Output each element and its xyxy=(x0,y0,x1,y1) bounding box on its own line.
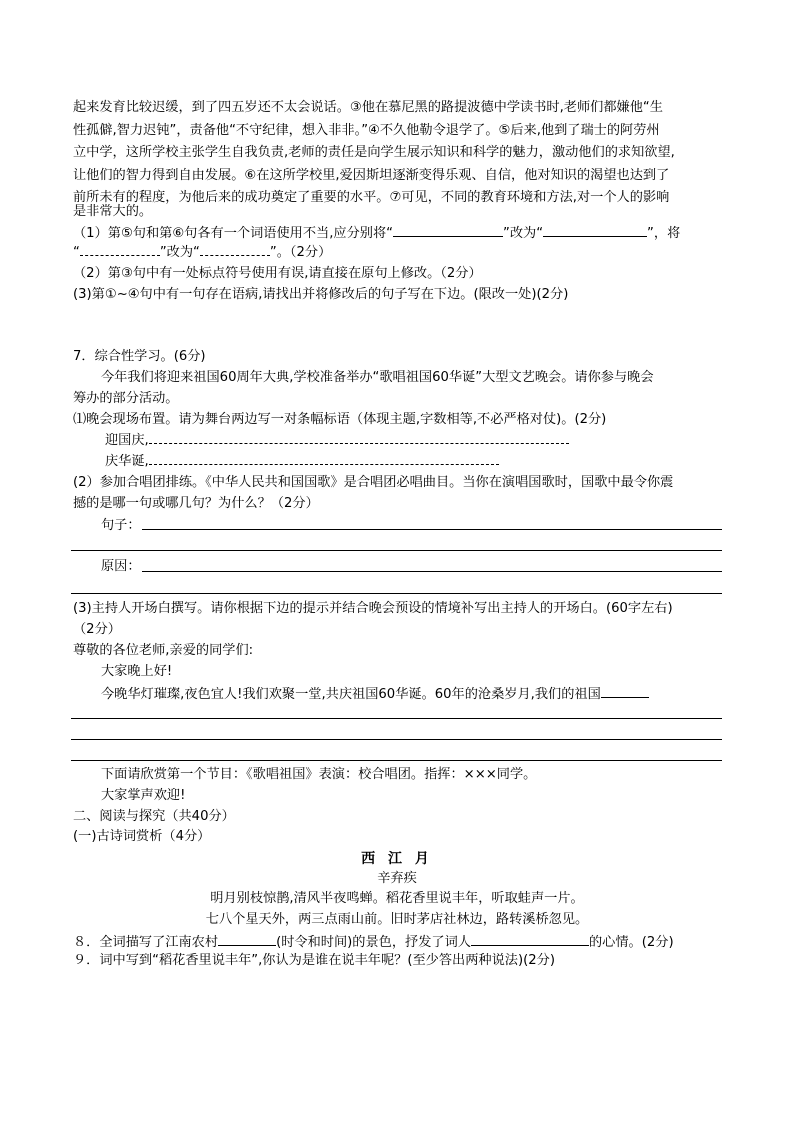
answer-line[interactable] xyxy=(71,593,722,594)
greeting-line-3: 今晚华灯璀璨,夜色宜人!我们欢聚一堂,共庆祖国60华诞。60年的沧桑岁月,我们的祖国 xyxy=(101,683,649,705)
passage-line-4: 让他们的智力得到自由发展。⑥在这所学校里,爱因斯坦逐渐变得乐观、自信，他对知识的渴望也达到了 xyxy=(73,168,670,183)
slogan-blank-2[interactable] xyxy=(149,452,499,465)
q7-heading: 7．综合性学习。(6分) xyxy=(73,349,206,364)
slogan-line-1: 迎国庆, xyxy=(105,431,569,451)
greeting-line-1: 尊敬的各位老师,亲爱的同学们: xyxy=(73,643,254,658)
answer-line[interactable] xyxy=(71,550,722,551)
passage-line-2: 性孤僻,智力迟钝”，责备他“不守纪律，想入非非。”④不久他勒令退学了。⑤后来,他到了瑞士的阿劳州 xyxy=(73,123,660,138)
answer-blank[interactable] xyxy=(471,931,589,946)
opening-blank[interactable] xyxy=(601,683,649,698)
q7-sub2-line2: 撼的是哪一句或哪几句？为什么？（2分） xyxy=(73,496,319,511)
q7-intro-1: 今年我们将迎来祖国60周年大典,学校准备举办“歌唱祖国60华诞”大型文艺晚会。请你参与晚会 xyxy=(101,370,654,385)
passage-line-5: 前所未有的程度，为他后来的成功奠定了重要的水平。⑦可见，不同的教育环境和方法,对一个人的影响 xyxy=(73,190,670,205)
applause-line: 大家掌声欢迎! xyxy=(101,788,186,803)
answer-blank[interactable] xyxy=(200,243,270,256)
q7-sub3-line2: （2分） xyxy=(73,622,121,637)
section2-sub: (一)古诗词赏析（4分） xyxy=(73,829,211,844)
program-intro: 下面请欣赏第一个节目：《歌唱祖国》表演：校合唱团。指挥：×××同学。 xyxy=(101,767,537,782)
section2-heading: 二、阅读与探究（共40分） xyxy=(73,809,235,824)
poem-author: 辛弃疾 xyxy=(377,871,417,886)
poem-line-1: 明月别枝惊鹊,清风半夜鸣蝉。稻花香里说丰年，听取蛙声一片。 xyxy=(210,891,584,906)
q7-sub3-line1: (3)主持人开场白撰写。请你根据下边的提示并结合晚会预设的情境补写出主持人的开场白。(60字左右) xyxy=(73,601,673,616)
q8: ８．全词描写了江南农村 (时令和时间)的景色，抒发了词人 的心情。(2分) xyxy=(73,931,674,953)
q7-intro-2: 筹办的部分活动。 xyxy=(73,391,179,406)
poem-line-2: 七八个星天外，两三点雨山前。旧时茅店社林边，路转溪桥忽见。 xyxy=(205,912,589,927)
q7-sub2-line1: (2）参加合唱团排练。《中华人民共和国国歌》是合唱团必唱曲目。当你在演唱国歌时，国歌中最令你震 xyxy=(73,475,674,490)
q9: ９．词中写到“稻花香里说丰年”,你认为是谁在说丰年呢？(至少答出两种说法)(2分) xyxy=(73,953,556,968)
q7-sub1: ⑴晚会现场布置。请为舞台两边写一对条幅标语（体现主题,字数相等,不必严格对仗)。(2分) xyxy=(73,412,607,427)
answer-blank[interactable] xyxy=(543,222,647,237)
answer-line[interactable] xyxy=(71,739,722,740)
slogan-line-2: 庆华诞, xyxy=(105,452,499,472)
answer-blank[interactable] xyxy=(218,931,276,946)
reason-answer-line[interactable] xyxy=(142,571,722,572)
passage-line-1: 起来发育比较迟缓，到了四五岁还不太会说话。③他在慕尼黑的路提波德中学读书时,老师们都嫌他“生 xyxy=(73,100,663,115)
answer-blank[interactable] xyxy=(80,243,160,256)
answer-line[interactable] xyxy=(71,760,722,761)
slogan-blank-1[interactable] xyxy=(149,431,569,444)
q6-part1-line2: “ ”改为“ ”。（2分） xyxy=(73,245,332,260)
answer-blank[interactable] xyxy=(393,222,503,237)
passage-line-3: 立中学，这所学校主张学生自我负责,老师的责任是向学生展示知识和科学的魅力，激动他们的求知欲望, xyxy=(73,145,675,160)
answer-line[interactable] xyxy=(71,718,722,719)
sentence-label: 句子： xyxy=(101,518,141,533)
q6-part2: （2）第③句中有一处标点符号使用有误,请直接在原句上修改。（2分） xyxy=(73,266,482,281)
q6-part1-line1: （1）第⑤句和第⑥句各有一个词语使用不当,应分别将“ ”改为“ ”，将 xyxy=(73,222,680,244)
passage-line-6: 是非常大的。 xyxy=(73,204,153,219)
sentence-answer-line[interactable] xyxy=(142,529,722,530)
q6-part3: (3)第①~④句中有一句存在语病,请找出并将修改后的句子写在下边。(限改一处)(2分) xyxy=(73,287,569,302)
poem-title: 西 江 月 xyxy=(361,851,433,867)
reason-label: 原因： xyxy=(101,559,141,574)
greeting-line-2: 大家晚上好! xyxy=(101,664,173,679)
